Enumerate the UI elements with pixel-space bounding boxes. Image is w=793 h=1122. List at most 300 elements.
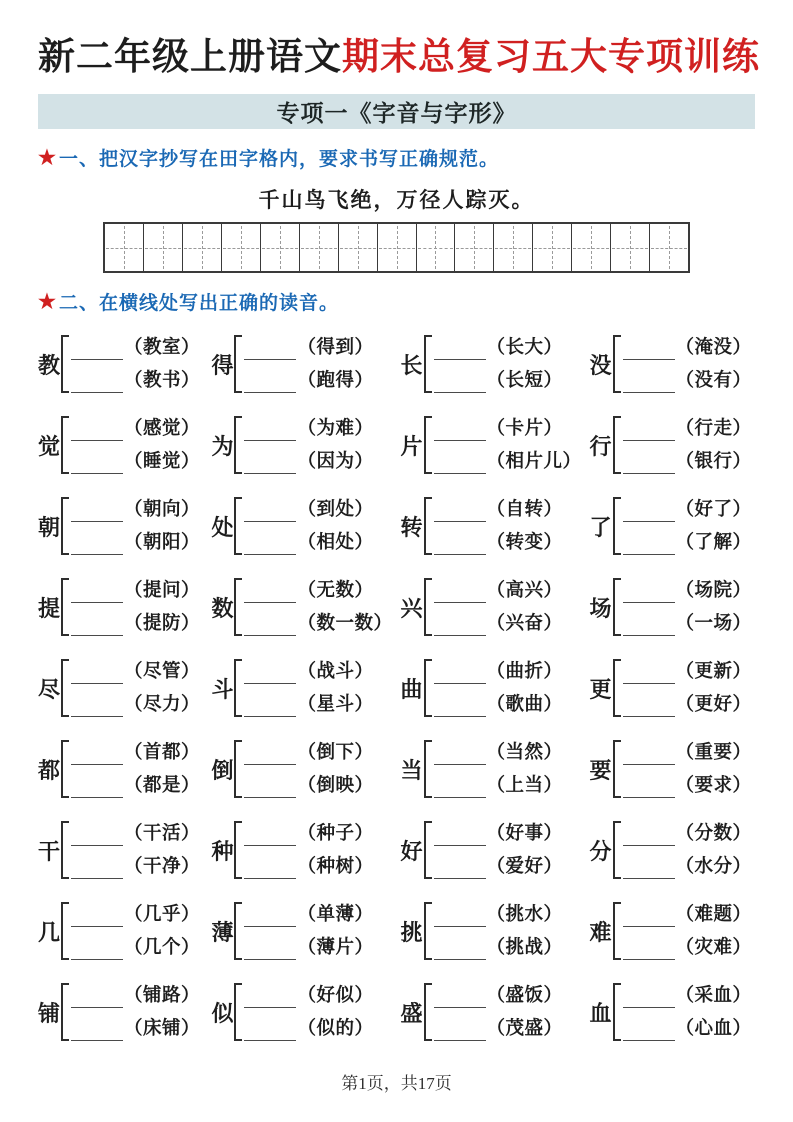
pinyin-group-行 [590, 412, 755, 478]
pinyin-entry [71, 579, 203, 603]
answer-blank[interactable] [434, 681, 486, 684]
pinyin-entry [244, 984, 392, 1008]
group-character: 难 [589, 919, 612, 945]
bracket-icon [613, 416, 621, 474]
group-entries [434, 498, 582, 555]
pinyin-group-更 [590, 655, 755, 721]
group-entries [244, 498, 392, 555]
answer-blank[interactable] [71, 843, 123, 846]
word-label: （茂盛） [486, 1019, 563, 1040]
answer-blank[interactable] [244, 714, 296, 717]
task2-heading [38, 288, 755, 315]
group-entries [71, 984, 203, 1041]
pinyin-entry [623, 936, 755, 960]
pinyin-group-干 [38, 817, 203, 883]
banner-text: 专项一《字音与字形》 [276, 101, 517, 126]
answer-blank[interactable] [244, 1038, 296, 1041]
answer-blank[interactable] [244, 681, 296, 684]
group-character: 转 [400, 514, 423, 540]
pinyin-entry [71, 660, 203, 684]
tianzige-cell[interactable] [105, 224, 144, 271]
pinyin-group-尽 [38, 655, 203, 721]
group-entries [623, 660, 755, 717]
answer-blank[interactable] [434, 552, 486, 555]
tianzige-cell[interactable] [533, 224, 572, 271]
group-entries [434, 741, 582, 798]
group-entries [623, 336, 755, 393]
task2-heading-text: 二、在横线处写出正确的读音。 [58, 293, 339, 314]
word-label: （睡觉） [124, 452, 201, 473]
answer-blank[interactable] [623, 681, 675, 684]
pinyin-entry [71, 774, 203, 798]
bracket-icon [424, 497, 432, 555]
tianzige-horizontal-guide [379, 248, 415, 249]
word-label: （薄片） [297, 938, 374, 959]
group-entries [623, 903, 755, 960]
pinyin-entry [71, 855, 203, 879]
word-label: （教室） [124, 338, 201, 359]
word-label: （床铺） [124, 1019, 201, 1040]
group-entries [623, 417, 755, 474]
bracket-icon [424, 335, 432, 393]
group-entries [244, 660, 392, 717]
group-character: 尽 [38, 676, 61, 702]
word-label: （灾难） [675, 938, 752, 959]
pinyin-group-铺 [38, 979, 203, 1045]
poem-line: 千山鸟飞绝，万径人踪灭。 [258, 188, 535, 212]
answer-blank[interactable] [434, 633, 486, 636]
answer-blank[interactable] [71, 795, 123, 798]
answer-blank[interactable] [71, 633, 123, 636]
answer-blank[interactable] [623, 633, 675, 636]
tianzige-horizontal-guide [456, 248, 492, 249]
group-entries [71, 822, 203, 879]
group-entries [434, 579, 582, 636]
group-entries [434, 660, 582, 717]
pinyin-entry [244, 612, 392, 636]
word-label: （倒映） [297, 776, 374, 797]
pinyin-entry [434, 936, 582, 960]
pinyin-group-倒 [211, 736, 392, 802]
pinyin-entry [623, 903, 755, 927]
pinyin-entry [244, 369, 392, 393]
pinyin-group-提 [38, 574, 203, 640]
tianzige-horizontal-guide [612, 248, 648, 249]
pinyin-entry [71, 984, 203, 1008]
bracket-icon [61, 416, 69, 474]
answer-blank[interactable] [434, 795, 486, 798]
bracket-icon [234, 902, 242, 960]
answer-blank[interactable] [71, 1038, 123, 1041]
pinyin-entry [623, 693, 755, 717]
pinyin-group-得 [211, 331, 392, 397]
answer-blank[interactable] [71, 762, 123, 765]
tianzige-cell[interactable] [455, 224, 494, 271]
pinyin-entry [71, 612, 203, 636]
pinyin-entry [434, 984, 582, 1008]
bracket-icon [613, 740, 621, 798]
group-entries [434, 903, 582, 960]
word-label: （淹没） [675, 338, 752, 359]
tianzige-cell[interactable] [494, 224, 533, 271]
group-character: 血 [589, 1000, 612, 1026]
word-label: （盛饭） [486, 986, 563, 1007]
bracket-icon [613, 578, 621, 636]
pinyin-group-长 [401, 331, 582, 397]
task1-heading [38, 144, 755, 171]
group-entries [623, 498, 755, 555]
bracket-icon [613, 983, 621, 1041]
bracket-icon [61, 821, 69, 879]
pinyin-group-难 [590, 898, 755, 964]
pinyin-entry [623, 450, 755, 474]
answer-blank[interactable] [244, 519, 296, 522]
tianzige-cell[interactable] [183, 224, 222, 271]
word-label: （挑战） [486, 938, 563, 959]
word-label: （似的） [297, 1019, 374, 1040]
group-character: 倒 [211, 757, 234, 783]
tianzige-horizontal-guide [223, 248, 259, 249]
tianzige-grid [103, 222, 690, 273]
pinyin-entry [434, 741, 582, 765]
answer-blank[interactable] [244, 552, 296, 555]
word-label: （歌曲） [486, 695, 563, 716]
answer-blank[interactable] [71, 357, 123, 360]
task1-heading-text: 一、把汉字抄写在田字格内，要求书写正确规范。 [58, 149, 499, 170]
pinyin-entry [434, 417, 582, 441]
word-label: （心血） [675, 1019, 752, 1040]
tianzige-cell[interactable] [261, 224, 300, 271]
pinyin-group-没 [590, 331, 755, 397]
pinyin-entry [244, 936, 392, 960]
pinyin-group-场 [590, 574, 755, 640]
group-character: 种 [211, 838, 234, 864]
bracket-icon [61, 659, 69, 717]
answer-blank[interactable] [434, 1005, 486, 1008]
answer-blank[interactable] [244, 762, 296, 765]
pinyin-group-挑 [401, 898, 582, 964]
answer-blank[interactable] [71, 438, 123, 441]
tianzige-cell[interactable] [378, 224, 417, 271]
word-label: （为难） [297, 419, 374, 440]
word-label: （因为） [297, 452, 374, 473]
pinyin-entry [244, 336, 392, 360]
answer-blank[interactable] [623, 438, 675, 441]
group-character: 几 [38, 919, 61, 945]
group-character: 了 [589, 514, 612, 540]
group-character: 兴 [400, 595, 423, 621]
group-entries [434, 984, 582, 1041]
group-entries [244, 579, 392, 636]
pinyin-group-种 [211, 817, 392, 883]
pinyin-entry [434, 531, 582, 555]
answer-blank[interactable] [244, 843, 296, 846]
word-label: （挑水） [486, 905, 563, 926]
group-character: 没 [589, 352, 612, 378]
pinyin-entry [244, 855, 392, 879]
pronunciation-groups [38, 331, 755, 1045]
word-label: （朝阳） [124, 533, 201, 554]
answer-blank[interactable] [244, 357, 296, 360]
pinyin-entry [434, 660, 582, 684]
word-label: （种子） [297, 824, 374, 845]
answer-blank[interactable] [244, 390, 296, 393]
answer-blank[interactable] [623, 471, 675, 474]
word-label: （没有） [675, 371, 752, 392]
pinyin-entry [244, 450, 392, 474]
bracket-icon [424, 821, 432, 879]
answer-blank[interactable] [434, 924, 486, 927]
pinyin-entry [434, 612, 582, 636]
answer-blank[interactable] [244, 795, 296, 798]
tianzige-cell[interactable] [417, 224, 456, 271]
section-banner [38, 94, 755, 129]
pinyin-entry [71, 531, 203, 555]
word-label: （提防） [124, 614, 201, 635]
pinyin-group-片 [401, 412, 582, 478]
tianzige-horizontal-guide [262, 248, 298, 249]
answer-blank[interactable] [623, 600, 675, 603]
group-character: 挑 [400, 919, 423, 945]
pinyin-entry [244, 417, 392, 441]
group-entries [71, 579, 203, 636]
answer-blank[interactable] [623, 714, 675, 717]
pinyin-entry [244, 903, 392, 927]
bracket-icon [424, 740, 432, 798]
word-label: （爱好） [486, 857, 563, 878]
answer-blank[interactable] [623, 924, 675, 927]
pinyin-entry [434, 336, 582, 360]
group-entries [434, 336, 582, 393]
pinyin-group-几 [38, 898, 203, 964]
pinyin-group-要 [590, 736, 755, 802]
answer-blank[interactable] [71, 390, 123, 393]
bracket-icon [61, 902, 69, 960]
pinyin-entry [71, 1017, 203, 1041]
answer-blank[interactable] [623, 1038, 675, 1041]
pinyin-entry [623, 579, 755, 603]
group-character: 铺 [38, 1000, 61, 1026]
word-label: （采血） [675, 986, 752, 1007]
answer-blank[interactable] [71, 924, 123, 927]
word-label: （几乎） [124, 905, 201, 926]
group-character: 觉 [38, 433, 61, 459]
answer-blank[interactable] [244, 438, 296, 441]
pinyin-entry [244, 1017, 392, 1041]
word-label: （兴奋） [486, 614, 563, 635]
bracket-icon [613, 659, 621, 717]
word-label: （提问） [124, 581, 201, 602]
pinyin-entry [434, 498, 582, 522]
answer-blank[interactable] [623, 843, 675, 846]
group-character: 为 [211, 433, 234, 459]
tianzige-cell[interactable] [572, 224, 611, 271]
answer-blank[interactable] [244, 924, 296, 927]
pinyin-group-都 [38, 736, 203, 802]
group-character: 薄 [211, 919, 234, 945]
pinyin-entry [434, 693, 582, 717]
answer-blank[interactable] [71, 1005, 123, 1008]
answer-blank[interactable] [244, 1005, 296, 1008]
word-label: （要求） [675, 776, 752, 797]
star-icon: ★ [38, 146, 57, 169]
pinyin-group-朝 [38, 493, 203, 559]
pinyin-entry [623, 1017, 755, 1041]
bracket-icon [234, 659, 242, 717]
word-label: （卡片） [486, 419, 563, 440]
pinyin-entry [623, 855, 755, 879]
answer-blank[interactable] [244, 600, 296, 603]
tianzige-horizontal-guide [106, 248, 142, 249]
answer-blank[interactable] [623, 357, 675, 360]
tianzige-horizontal-guide [184, 248, 220, 249]
pinyin-entry [71, 693, 203, 717]
pinyin-group-觉 [38, 412, 203, 478]
answer-blank[interactable] [71, 957, 123, 960]
answer-blank[interactable] [434, 876, 486, 879]
pinyin-group-当 [401, 736, 582, 802]
group-character: 行 [589, 433, 612, 459]
answer-blank[interactable] [434, 714, 486, 717]
bracket-icon [234, 983, 242, 1041]
answer-blank[interactable] [434, 843, 486, 846]
word-label: （好似） [297, 986, 374, 1007]
word-label: （首都） [124, 743, 201, 764]
answer-blank[interactable] [623, 957, 675, 960]
pinyin-group-盛 [401, 979, 582, 1045]
tianzige-cell[interactable] [222, 224, 261, 271]
answer-blank[interactable] [71, 681, 123, 684]
word-label: （感觉） [124, 419, 201, 440]
bracket-icon [613, 821, 621, 879]
answer-blank[interactable] [623, 876, 675, 879]
word-label: （一场） [675, 614, 752, 635]
answer-blank[interactable] [623, 519, 675, 522]
group-entries [244, 336, 392, 393]
group-character: 当 [400, 757, 423, 783]
group-character: 长 [400, 352, 423, 378]
answer-blank[interactable] [71, 876, 123, 879]
answer-blank[interactable] [434, 957, 486, 960]
answer-blank[interactable] [434, 600, 486, 603]
answer-blank[interactable] [434, 438, 486, 441]
bracket-icon [61, 335, 69, 393]
group-character: 斗 [211, 676, 234, 702]
page-title [38, 26, 760, 80]
group-entries [71, 336, 203, 393]
tianzige-cell[interactable] [300, 224, 339, 271]
word-label: （相处） [297, 533, 374, 554]
word-label: （重要） [675, 743, 752, 764]
group-entries [71, 498, 203, 555]
word-label: （自转） [486, 500, 563, 521]
answer-blank[interactable] [623, 552, 675, 555]
bracket-icon [61, 497, 69, 555]
answer-blank[interactable] [244, 633, 296, 636]
pinyin-entry [434, 579, 582, 603]
bracket-icon [234, 578, 242, 636]
bracket-icon [424, 578, 432, 636]
answer-blank[interactable] [71, 471, 123, 474]
pinyin-entry [71, 450, 203, 474]
pinyin-entry [434, 369, 582, 393]
tianzige-cell[interactable] [339, 224, 378, 271]
answer-blank[interactable] [71, 552, 123, 555]
tianzige-cell[interactable] [611, 224, 650, 271]
group-character: 盛 [400, 1000, 423, 1026]
word-label: （朝向） [124, 500, 201, 521]
pinyin-entry [623, 531, 755, 555]
group-character: 分 [589, 838, 612, 864]
pinyin-group-斗 [211, 655, 392, 721]
pinyin-entry [434, 450, 582, 474]
word-label: （曲折） [486, 662, 563, 683]
pinyin-group-数 [211, 574, 392, 640]
pinyin-group-教 [38, 331, 203, 397]
word-label: （数一数） [297, 614, 393, 635]
page-footer: 第1页，共17页 [341, 1074, 452, 1093]
word-label: （都是） [124, 776, 201, 797]
bracket-icon [61, 578, 69, 636]
word-label: （战斗） [297, 662, 374, 683]
word-label: （行走） [675, 419, 752, 440]
word-label: （银行） [675, 452, 752, 473]
pinyin-entry [623, 774, 755, 798]
word-label: （好了） [675, 500, 752, 521]
word-label: （难题） [675, 905, 752, 926]
word-label: （了解） [675, 533, 752, 554]
bracket-icon [234, 497, 242, 555]
answer-blank[interactable] [71, 714, 123, 717]
answer-blank[interactable] [434, 519, 486, 522]
pinyin-group-曲 [401, 655, 582, 721]
word-label: （星斗） [297, 695, 374, 716]
answer-blank[interactable] [244, 876, 296, 879]
pinyin-entry [244, 741, 392, 765]
word-label: （水分） [675, 857, 752, 878]
pinyin-entry [71, 822, 203, 846]
answer-blank[interactable] [434, 357, 486, 360]
answer-blank[interactable] [623, 390, 675, 393]
answer-blank[interactable] [623, 1005, 675, 1008]
word-label: （高兴） [486, 581, 563, 602]
tianzige-cell[interactable] [650, 224, 688, 271]
tianzige-horizontal-guide [301, 248, 337, 249]
word-label: （干净） [124, 857, 201, 878]
answer-blank[interactable] [244, 957, 296, 960]
group-character: 似 [211, 1000, 234, 1026]
word-label: （尽力） [124, 695, 201, 716]
pinyin-entry [623, 660, 755, 684]
group-character: 处 [211, 514, 234, 540]
answer-blank[interactable] [434, 762, 486, 765]
answer-blank[interactable] [244, 471, 296, 474]
bracket-icon [61, 740, 69, 798]
group-entries [623, 741, 755, 798]
answer-blank[interactable] [623, 795, 675, 798]
answer-blank[interactable] [434, 1038, 486, 1041]
bracket-icon [234, 821, 242, 879]
word-label: （长大） [486, 338, 563, 359]
answer-blank[interactable] [434, 390, 486, 393]
answer-blank[interactable] [434, 471, 486, 474]
tianzige-cell[interactable] [144, 224, 183, 271]
word-label: （得到） [297, 338, 374, 359]
answer-blank[interactable] [71, 600, 123, 603]
tianzige-horizontal-guide [340, 248, 376, 249]
answer-blank[interactable] [623, 762, 675, 765]
answer-blank[interactable] [71, 519, 123, 522]
